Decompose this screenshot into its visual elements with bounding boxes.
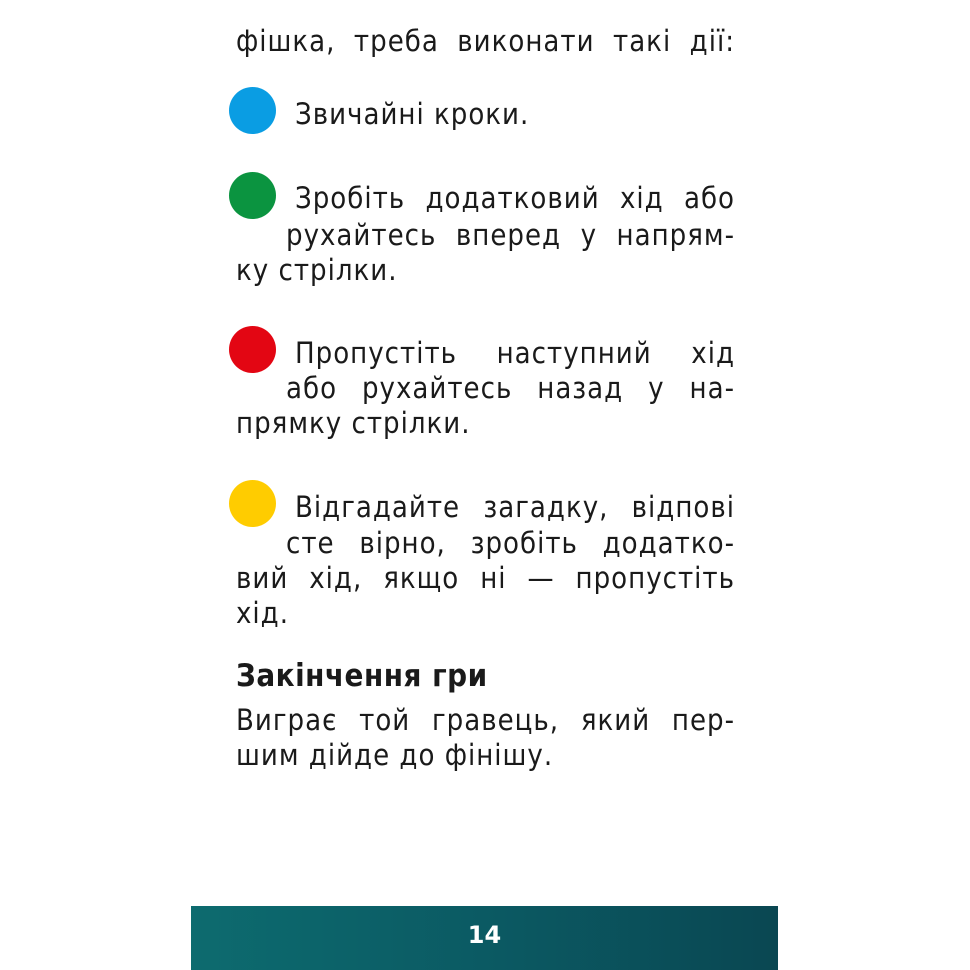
section-heading: Закінчення гри: [236, 658, 488, 694]
intro-line: фішка, треба виконати такі дії:: [236, 24, 735, 58]
yellow-dot-icon: [229, 480, 276, 527]
red-dot-icon: [229, 326, 276, 373]
end-line-2: шим дійде до фінішу.: [236, 738, 554, 772]
rule-red-line-1: Пропустіть наступний хід: [295, 336, 735, 370]
rule-green-line-1: Зробіть додатковий хід або: [295, 181, 735, 215]
rule-red-line-2: або рухайтесь назад у на-: [286, 371, 735, 405]
rule-yellow-line-4: хід.: [236, 596, 290, 630]
rule-yellow-line-2: сте вірно, зробіть додатко-: [286, 526, 735, 560]
rule-green-line-2: рухайтесь вперед у напрям-: [286, 218, 735, 252]
footer-bar: [191, 906, 778, 970]
end-line-1: Виграє той гравець, який пер-: [236, 703, 735, 737]
green-dot-icon: [229, 172, 276, 219]
rule-yellow-line-3: вий хід, якщо ні — пропустіть: [236, 561, 735, 595]
blue-dot-icon: [229, 87, 276, 134]
rule-red-line-3: прямку стрілки.: [236, 406, 471, 440]
rule-blue-line-1: Звичайні кроки.: [295, 97, 530, 131]
rule-yellow-line-1: Відгадайте загадку, відпові: [295, 490, 735, 524]
rule-green-line-3: ку стрілки.: [236, 253, 398, 287]
page-number: 14: [467, 921, 502, 949]
